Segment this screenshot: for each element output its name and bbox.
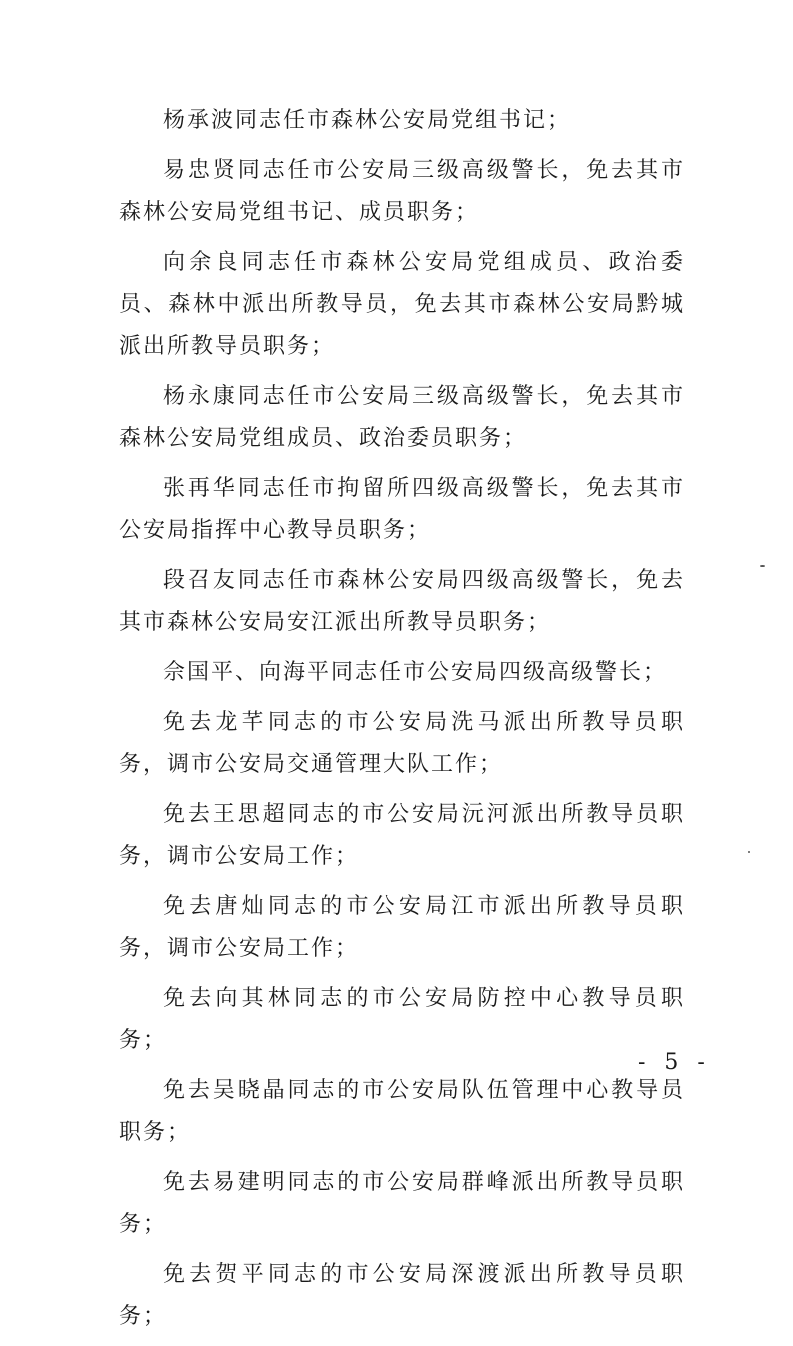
paragraph: 易忠贤同志任市公安局三级高级警长，免去其市森林公安局党组书记、成员职务； (119, 158, 685, 225)
paragraph: 免去向其林同志的市公安局防控中心教导员职务； (119, 986, 685, 1053)
paragraph: 段召友同志任市森林公安局四级高级警长，免去其市森林公安局安江派出所教导员职务； (119, 568, 685, 635)
scan-speck (748, 851, 750, 853)
paragraph: 佘国平、向海平同志任市公安局四级高级警长； (163, 660, 668, 685)
paragraph: 免去唐灿同志的市公安局江市派出所教导员职务，调市公安局工作； (119, 894, 685, 961)
paragraph: 免去龙芊同志的市公安局洗马派出所教导员职务，调市公安局交通管理大队工作； (119, 710, 685, 777)
paragraph: 向余良同志任市森林公安局党组成员、政治委员、森林中派出所教导员，免去其市森林公安局黔城派出所教导员职务； (119, 250, 685, 359)
paragraph: 免去易建明同志的市公安局群峰派出所教导员职务； (119, 1170, 685, 1237)
paragraph: 杨永康同志任市公安局三级高级警长，免去其市森林公安局党组成员、政治委员职务； (119, 384, 685, 451)
scan-speck (760, 565, 765, 567)
paragraph: 免去吴晓晶同志的市公安局队伍管理中心教导员职务； (119, 1078, 685, 1145)
page-number: - 5 - (638, 1050, 711, 1075)
paragraph: 张再华同志任市拘留所四级高级警长，免去其市公安局指挥中心教导员职务； (119, 476, 685, 543)
paragraph: 杨承波同志任市森林公安局党组书记； (163, 108, 572, 133)
paragraph: 免去贺平同志的市公安局深渡派出所教导员职务； (119, 1262, 685, 1329)
document-body (119, 100, 685, 1346)
paragraph: 免去王思超同志的市公安局沅河派出所教导员职务，调市公安局工作； (119, 802, 685, 869)
